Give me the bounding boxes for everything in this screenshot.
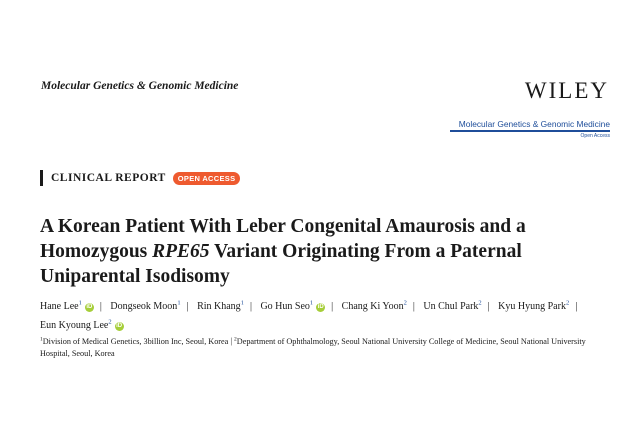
author-name: Kyu Hyung Park — [498, 301, 566, 313]
author-separator: | — [186, 301, 189, 313]
orcid-icon[interactable]: iD — [116, 322, 123, 329]
author-link[interactable] — [260, 301, 325, 312]
author-name: Rin Khang — [197, 301, 241, 313]
orcid-icon[interactable]: iD — [317, 304, 324, 311]
article-type-row — [40, 170, 240, 186]
affiliation-text: Department of Ophthalmology, Seoul National University College of Medicine, Seoul National University Hospital, Seoul, Korea — [40, 336, 586, 358]
journal-brand-logo[interactable] — [450, 119, 610, 139]
author-separator: | — [99, 301, 102, 313]
brand-name: Molecular Genetics & Genomic Medicine — [458, 119, 610, 129]
author-link[interactable] — [423, 301, 481, 312]
affiliation-item — [40, 337, 228, 346]
affiliation-marker[interactable]: 2 — [108, 318, 112, 326]
author-separator: | — [575, 301, 578, 313]
author-separator: | — [412, 301, 415, 313]
author-name: Chang Ki Yoon — [341, 301, 404, 313]
author-list — [40, 296, 620, 333]
brand-underline — [450, 130, 610, 132]
author-link[interactable] — [197, 301, 244, 312]
author-name: Eun Kyoung Lee — [40, 319, 109, 331]
affiliation-marker[interactable]: 1 — [177, 300, 181, 307]
brand-open-access-tag: Open Access — [580, 133, 610, 139]
affiliation-marker[interactable]: 2 — [403, 300, 407, 307]
affiliation-marker[interactable]: 1 — [240, 300, 244, 307]
title-gene-name: RPE65 — [152, 241, 210, 262]
article-title — [40, 214, 620, 289]
orcid-icon[interactable]: iD — [86, 304, 93, 311]
article-type-label: CLINICAL REPORT — [51, 172, 166, 184]
affiliation-marker[interactable]: 2 — [565, 300, 570, 307]
affiliation-marker[interactable]: 1 — [78, 300, 82, 307]
author-name: Go Hun Seo — [260, 301, 310, 313]
author-link[interactable] — [342, 301, 407, 312]
affiliation-text: Division of Medical Genetics, 3billion Inc, Seoul, Korea — [42, 336, 229, 346]
author-separator: | — [331, 301, 334, 313]
journal-name: Molecular Genetics & Genomic Medicine — [41, 80, 239, 92]
title-part-2: Variant Originating From a Paternal Uniparental Isodisomy — [40, 241, 522, 287]
affiliation-number: 2 — [234, 336, 237, 342]
author-name: Un Chul Park — [423, 301, 479, 313]
affiliation-number: 1 — [40, 336, 43, 342]
affiliations — [40, 333, 615, 360]
open-access-badge: OPEN ACCESS — [173, 172, 241, 185]
author-link[interactable] — [40, 301, 94, 312]
author-name: Dongseok Moon — [110, 301, 178, 313]
author-link[interactable] — [40, 320, 124, 331]
affiliation-marker[interactable]: 1 — [309, 300, 314, 307]
wiley-logo[interactable]: WILEY — [524, 78, 609, 103]
author-name: Hane Lee — [40, 301, 79, 313]
author-separator: | — [249, 301, 252, 313]
affiliation-marker[interactable]: 2 — [478, 300, 482, 307]
author-link[interactable] — [498, 301, 569, 312]
title-part-1: A Korean Patient With Leber Congenital Amaurosis and a Homozygous — [40, 216, 526, 262]
author-separator: | — [487, 301, 490, 313]
article-type-bar — [40, 170, 43, 186]
affiliation-separator: | — [228, 336, 235, 346]
author-link[interactable] — [110, 301, 180, 312]
